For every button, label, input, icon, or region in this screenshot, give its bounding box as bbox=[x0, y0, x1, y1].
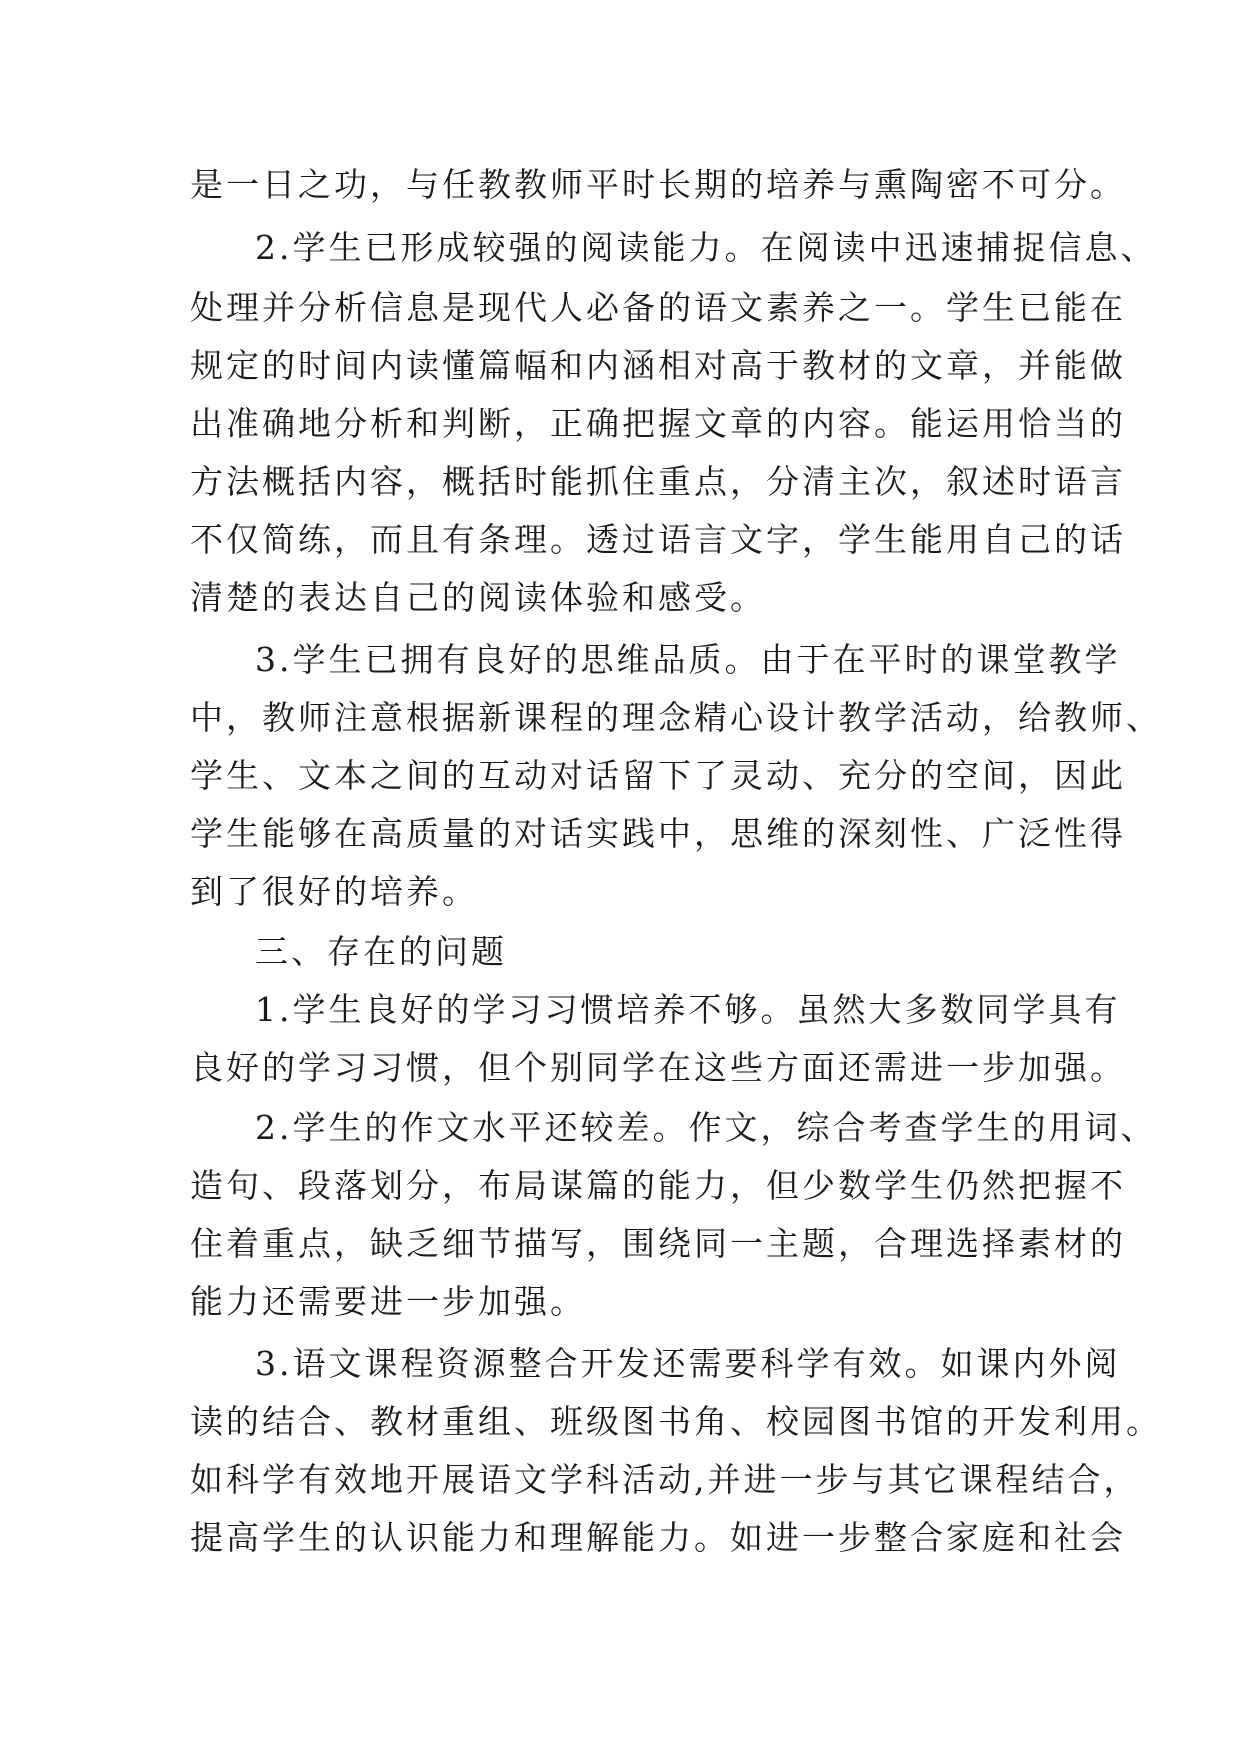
text-line: 处理并分析信息是现代人必备的语文素养之一。学生已能在 bbox=[190, 288, 1126, 327]
text-line: 清楚的表达自己的阅读体验和感受。 bbox=[190, 578, 766, 617]
section-heading: 三、存在的问题 bbox=[255, 932, 507, 971]
text-line: 住着重点，缺乏细节描写，围绕同一主题，合理选择素材的 bbox=[190, 1224, 1126, 1263]
text-line: 良好的学习习惯，但个别同学在这些方面还需进一步加强。 bbox=[190, 1048, 1126, 1087]
text-line: 是一日之功，与任教教师平时长期的培养与熏陶密不可分。 bbox=[190, 165, 1126, 204]
text-line: 到了很好的培养。 bbox=[190, 872, 478, 911]
paragraph-start-line: 1.学生良好的学习习惯培养不够。虽然大多数同学具有 bbox=[255, 990, 1121, 1029]
text-line: 规定的时间内读懂篇幅和内涵相对高于教材的文章，并能做 bbox=[190, 346, 1126, 385]
text-line: 方法概括内容，概括时能抓住重点，分清主次，叙述时语言 bbox=[190, 462, 1126, 501]
text-line: 出准确地分析和判断，正确把握文章的内容。能运用恰当的 bbox=[190, 404, 1126, 443]
text-line: 不仅简练，而且有条理。透过语言文字，学生能用自己的话 bbox=[190, 520, 1126, 559]
text-line: 提高学生的认识能力和理解能力。如进一步整合家庭和社会 bbox=[190, 1518, 1126, 1557]
paragraph-start-line: 2.学生的作文水平还较差。作文，综合考查学生的用词、 bbox=[255, 1108, 1157, 1147]
paragraph-start-line: 3.语文课程资源整合开发还需要科学有效。如课内外阅 bbox=[255, 1344, 1121, 1383]
text-line: 学生能够在高质量的对话实践中，思维的深刻性、广泛性得 bbox=[190, 814, 1126, 853]
text-line: 如科学有效地开展语文学科活动,并进一步与其它课程结合， bbox=[190, 1460, 1140, 1499]
text-line: 造句、段落划分，布局谋篇的能力，但少数学生仍然把握不 bbox=[190, 1166, 1126, 1205]
text-line: 读的结合、教材重组、班级图书角、校园图书馆的开发利用。 bbox=[190, 1402, 1162, 1441]
text-line: 能力还需要进一步加强。 bbox=[190, 1282, 586, 1321]
paragraph-start-line: 2.学生已形成较强的阅读能力。在阅读中迅速捕捉信息、 bbox=[255, 228, 1157, 267]
text-line: 学生、文本之间的互动对话留下了灵动、充分的空间，因此 bbox=[190, 756, 1126, 795]
text-line: 中，教师注意根据新课程的理念精心设计教学活动，给教师、 bbox=[190, 698, 1162, 737]
paragraph-start-line: 3.学生已拥有良好的思维品质。由于在平时的课堂教学 bbox=[255, 640, 1121, 679]
